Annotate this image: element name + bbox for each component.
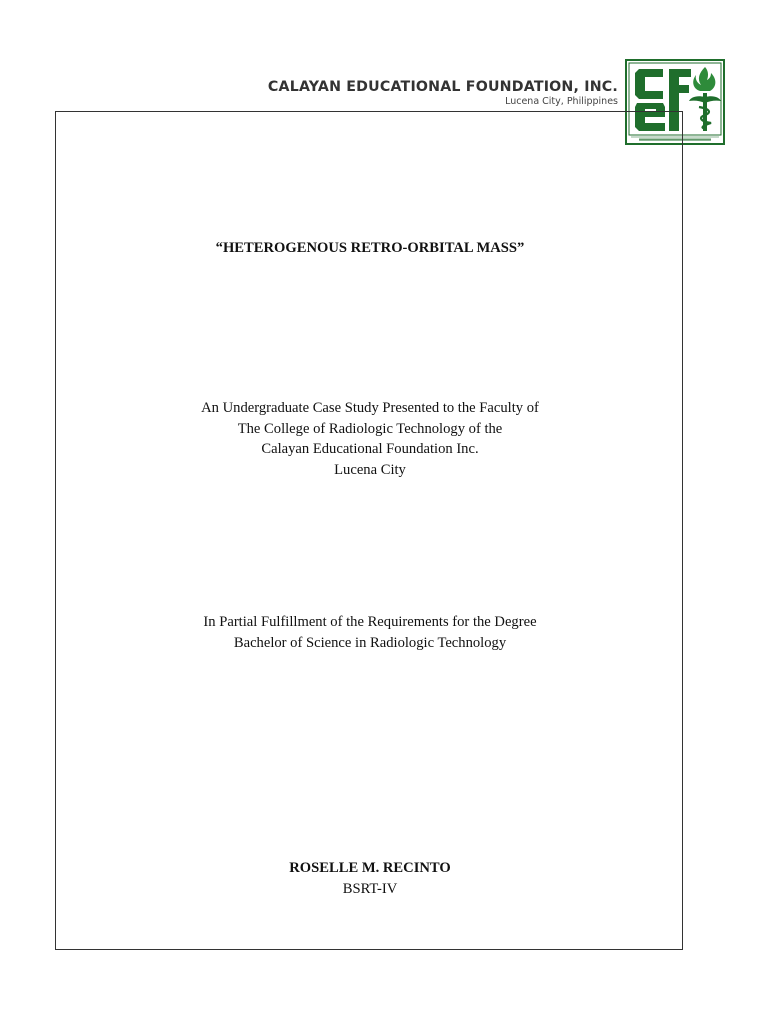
document-title: “HETEROGENOUS RETRO-ORBITAL MASS”	[215, 240, 525, 256]
header-text-block	[268, 78, 618, 108]
presentation-line-1: An Undergraduate Case Study Presented to the Faculty of	[201, 400, 539, 416]
presentation-line-2: The College of Radiologic Technology of the	[237, 420, 503, 437]
author-name: ROSELLE M. RECINTO	[289, 860, 451, 876]
organization-location: Lucena City, Philippines	[505, 96, 618, 107]
fulfillment-line-1: In Partial Fulfillment of the Requirements for the Degree	[203, 614, 537, 630]
organization-name: CALAYAN EDUCATIONAL FOUNDATION, INC.	[267, 79, 618, 95]
page-border-frame	[55, 111, 683, 950]
author-level: BSRT-IV	[342, 880, 398, 897]
presentation-line-4: Lucena City	[334, 461, 406, 478]
fulfillment-line-2: Bachelor of Science in Radiologic Technology	[233, 634, 507, 651]
presentation-line-3: Calayan Educational Foundation Inc.	[261, 441, 479, 457]
